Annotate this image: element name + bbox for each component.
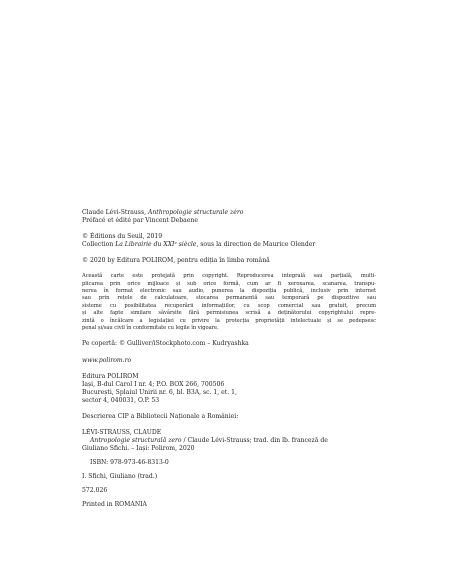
cip-title: Antropologie structurală zero	[90, 436, 182, 444]
legal-line: zintă o încălcare a legislației cu privire la protecția proprietății intelectuale și se pedepsesc	[82, 317, 376, 324]
cip-details-line: Giuliano Sfichi. – Iași: Polirom, 2020	[82, 444, 195, 452]
preface-line: Préfacé et édité par Vincent Debaene	[82, 217, 198, 225]
original-edition	[82, 209, 376, 225]
publisher-address	[82, 373, 376, 405]
publisher-name: Editura POLIROM	[82, 372, 139, 380]
cip-title-line	[82, 437, 376, 445]
cover-credit-line: Pe copertă: © Gulliver/iStockphoto.com – Kudryashka	[82, 340, 249, 348]
classification: 572.026	[82, 487, 108, 495]
collection-name: La Librairie du XXIe siècle	[115, 240, 197, 249]
cip-author: LÉVI-STRAUSS, CLAUDE	[82, 428, 162, 436]
copyright-page	[82, 209, 376, 509]
isbn: ISBN: 978-973-46-8313-0	[90, 458, 169, 466]
original-title-line	[82, 209, 376, 217]
cip-heading	[82, 413, 376, 421]
cip-details: / Claude Lévi-Strauss; trad. din lb. franceză de	[181, 436, 328, 444]
legal-line: nerea în format electronic sau audio, punerea la dispoziția publică, inclusiv prin internet	[82, 288, 376, 295]
seuil-copyright-line: © Éditions du Seuil, 2019	[82, 233, 163, 241]
legal-line: sisteme cu posibilitatea recuperării informațiilor, cu scop comercial sau gratuit, precum	[82, 302, 376, 309]
printed-in: Printed in ROMANIA	[82, 501, 147, 509]
cip-record	[82, 429, 376, 509]
polirom-copyright	[82, 257, 376, 265]
legal-line: sau prin rețele de calculatoare, stocarea permanentă sau temporară pe dispozitive sau	[82, 295, 376, 302]
original-title: Anthropologie structurale zéro	[147, 209, 244, 216]
legal-notice	[82, 273, 376, 332]
original-author: Claude Lévi-Strauss,	[82, 209, 148, 216]
publisher-address-line: sector 4, 040031, O.P. 53	[82, 396, 160, 404]
website	[82, 357, 376, 365]
polirom-copyright-line: © 2020 by Editura POLIROM, pentru ediția în limba română	[82, 257, 270, 265]
legal-line: penal și/sau civil în conformitate cu legile în vigoare.	[82, 325, 219, 332]
cover-credit	[82, 340, 376, 348]
translator-entry: I. Sfichi, Giuliano (trad.)	[82, 473, 158, 480]
seuil-copyright	[82, 233, 376, 249]
website-link[interactable]: www.polirom.ro	[82, 356, 132, 364]
legal-line: și alte fapte similare săvârșite fără permisiunea scrisă a deținătorului copyrightului repre-	[82, 310, 376, 317]
legal-line: Această carte este protejată prin copyright. Reproducerea integrală sau parțială, multi-	[82, 273, 376, 280]
publisher-address-line: Iași, B-dul Carol I nr. 4; P.O. BOX 266, 700506	[82, 380, 225, 388]
cip-heading-line: Descrierea CIP a Bibliotecii Naționale a României:	[82, 412, 239, 420]
legal-line: plicarea prin orice mijloace și sub orice formă, cum ar fi xeroxarea, scanarea, transpu-	[82, 280, 376, 287]
publisher-address-line: București, Splaiul Unirii nr. 6, bl. B3A, sc. 1, et. 1,	[82, 388, 237, 396]
collection-line: Collection La Librairie du XXIe siècle, sous la direction de Maurice Olender	[82, 240, 316, 249]
